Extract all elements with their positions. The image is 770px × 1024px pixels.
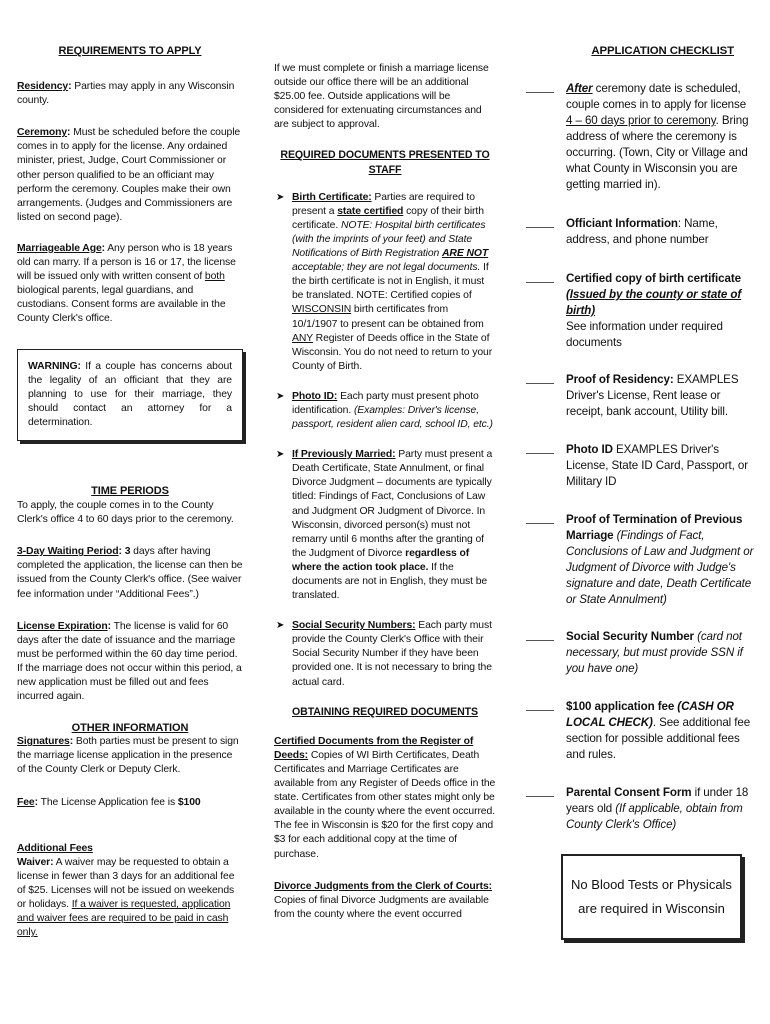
signatures-label: Signatures xyxy=(17,736,70,748)
birth-certificate-label: Birth Certificate: xyxy=(292,191,372,203)
outside-fee-text: If we must complete or finish a marriage license outside our office there will be an additional $25.00 fee. Outside applications will be considered for extenuating circumstances and are subject to approval. xyxy=(274,63,489,131)
residency-paragraph: Residency: Parties may apply in any Wisconsin county. xyxy=(17,81,235,107)
ceremony-paragraph: Ceremony: Must be scheduled before the couple comes in to apply for the license. Any ordained minister, priest, Judge, Court Commissioner or other person qualified to be an officiant may perform the ceremony. Couples make their own arrangements. (Judges and Commissioners are listed on second page). xyxy=(17,127,241,223)
checkbox-line[interactable] xyxy=(526,512,554,524)
ssn-label: Social Security Numbers: xyxy=(292,620,416,632)
waiting-period-paragraph: 3-Day Waiting Period: 3 days after having completed the application, the license can then be issued from the County Clerk's office. (See waiver fee information under “Additional Fees”.) xyxy=(17,546,243,600)
arrow-bullet-icon: ➤ xyxy=(276,390,285,402)
age-text-2: biological parents, legal guardians, and custodians. Consent forms are available in the County Clerk's office. xyxy=(17,285,226,325)
warning-text: WARNING: If a couple has concerns about the legality of an officiant that they are planning to use for their marriage, they should contact an attorney for a determination. xyxy=(28,360,232,428)
checkbox-line[interactable] xyxy=(526,81,554,93)
obtaining-documents-heading: OBTAINING REQUIRED DOCUMENTS xyxy=(292,705,478,718)
previously-married-label: If Previously Married: xyxy=(292,449,396,461)
fee-amount: $100 xyxy=(177,796,201,808)
waiver-paragraph: Waiver: A waiver may be requested to obtain a license in fewer than 3 days for an additional fee of $25. Licenses will not be issued on weekends or holidays. If a waiver is requested, application and waiver fees are required to be paid in cash only. xyxy=(17,856,235,939)
expiration-label: License Expiration xyxy=(17,620,108,632)
photo-id-label: Photo ID: xyxy=(292,390,338,402)
requirements-heading: REQUIREMENTS TO APPLY xyxy=(58,45,202,57)
required-documents-heading: REQUIRED DOCUMENTS PRESENTED TO STAFF xyxy=(280,149,490,176)
waiting-period-label: 3-Day Waiting Period xyxy=(17,546,119,558)
checklist-item-ssn: Social Security Number (card not necessary, but must provide SSN if you have one) xyxy=(526,629,754,677)
checkbox-line[interactable] xyxy=(526,271,554,283)
right-column xyxy=(526,44,754,833)
age-paragraph: Marriageable Age: Any person who is 18 years old can marry. If a person is 16 or 17, the license will be issued only with written consent of both biological parents, legal guardians, and custodians. Consent forms are available in the County Clerk's office. xyxy=(17,242,236,325)
checklist-item-parental-consent: Parental Consent Form if under 18 years old (If applicable, obtain from County Clerk's Office) xyxy=(526,785,754,833)
ssn-item: ➤ Social Security Numbers: Each party must provide the County Clerk's Office with their Social Security Number if they have been provided one. It is not necessary to bring the actual card. xyxy=(276,620,492,688)
photo-id-item: ➤ Photo ID: Each party must present photo identification. (Examples: Driver's license, passport, resident alien card, school ID, etc.) xyxy=(276,390,493,431)
ceremony-label: Ceremony xyxy=(17,127,68,139)
checkbox-line[interactable] xyxy=(526,442,554,454)
register-of-deeds-paragraph: Certified Documents from the Register of Deeds: Copies of WI Birth Certificates, Death Certificates and Marriage Certificates are available from any Register of Deeds office in the state. Certificates from other states might only be available in the county where the event occurred. The fee in Wisconsin is $20 for the first copy and $3 for each additional copy at the time of purchase. xyxy=(274,735,496,860)
additional-fees-heading: Additional Fees xyxy=(17,842,93,854)
checklist-item-ceremony-date: After ceremony date is scheduled, couple comes in to apply for license 4 – 60 days prior to ceremony. Bring address of where the ceremony is occurring. (Town, City or Village and what County in Wisconsin you are getting married in). xyxy=(526,81,754,193)
residency-label: Residency xyxy=(17,81,69,93)
checkbox-line[interactable] xyxy=(526,699,554,711)
checklist-heading: APPLICATION CHECKLIST xyxy=(591,45,734,57)
checklist-item-termination: Proof of Termination of Previous Marriage (Findings of Fact, Conclusions of Law and Judgment or Judgment of Divorce with Judge's signature and date, Death Certificate or State Annulment) xyxy=(526,512,754,608)
time-periods-text: To apply, the couple comes in to the County Clerk's office 4 to 60 days prior to the ceremony. xyxy=(17,500,234,526)
waiver-label: Waiver: xyxy=(17,856,54,868)
checklist-item-officiant: Officiant Information: Name, address, and phone number xyxy=(526,216,754,248)
checklist-item-photo-id: Photo ID EXAMPLES Driver's License, State ID Card, Passport, or Military ID xyxy=(526,442,754,490)
warning-box xyxy=(17,349,243,441)
previously-married-item: ➤ If Previously Married: Party must present a Death Certificate, State Annulment, or final Divorce Judgment – documents are typically titled: Findings of Fact, Conclusions of Law and Judgment OR Judgment of Divorce. In Wisconsin, divorced person(s) must not remarry until 6 months after the granting of the Judgment of Divorce regardless of where the action took place. If the documents are not in English, they must be translated. xyxy=(276,449,493,602)
fee-label: Fee xyxy=(17,796,35,808)
divorce-judgments-label: Divorce Judgments from the Clerk of Courts: xyxy=(274,880,492,892)
checkbox-line[interactable] xyxy=(526,216,554,228)
arrow-bullet-icon: ➤ xyxy=(276,449,285,461)
checkbox-line[interactable] xyxy=(526,372,554,384)
checkbox-line[interactable] xyxy=(526,629,554,641)
birth-certificate-item: ➤ Birth Certificate: Parties are required to present a state certified copy of their birth certificate. NOTE: Hospital birth certificates (with the imprints of your feet) and State Notifications of Birth Registration ARE NOT acceptable; they are not legal documents. If the birth certificate is not in English, it must be translated. NOTE: Certified copies of WISCONSIN birth certificates from 10/1/1907 to present can be obtained from ANY Register of Deeds office in the State of Wisconsin. You do not need to return to your County of Birth. xyxy=(276,191,493,372)
checklist-item-fee: $100 application fee (CASH OR LOCAL CHECK). See additional fee section for possible additional fees and rules. xyxy=(526,699,754,763)
fee-paragraph: Fee: The License Application fee is $100 xyxy=(17,796,201,808)
age-label: Marriageable Age xyxy=(17,242,102,254)
middle-column xyxy=(274,62,496,922)
residency-text: Parties may apply in any Wisconsin county. xyxy=(17,81,235,107)
left-column xyxy=(17,44,243,940)
other-info-heading: OTHER INFORMATION xyxy=(71,722,189,735)
warning-label: WARNING: xyxy=(28,360,81,372)
divorce-judgments-paragraph: Divorce Judgments from the Clerk of Courts: Copies of final Divorce Judgments are available from the county where the event occurred xyxy=(274,880,492,920)
waiver-cash-note: If a waiver is requested, application and waiver fees are required to be paid in cash only. xyxy=(17,899,231,939)
time-periods-heading: TIME PERIODS xyxy=(91,484,169,497)
signatures-paragraph: Signatures: Both parties must be present to sign the marriage license application in the presence of the County Clerk or Deputy Clerk. xyxy=(17,736,239,776)
arrow-bullet-icon: ➤ xyxy=(276,191,285,203)
checkbox-line[interactable] xyxy=(526,785,554,797)
ceremony-text: Must be scheduled before the couple comes in to apply for the license. Any ordained minister, priest, Judge, Court Commissioner or other person qualified to be an officiant may perform the ceremony. Couples make their own arrangements. (Judges and Commissioners are listed on second page). xyxy=(17,127,241,223)
checklist-item-residency: Proof of Residency: EXAMPLES Driver's License, Rent lease or receipt, bank account, Utility bill. xyxy=(526,372,754,420)
arrow-bullet-icon: ➤ xyxy=(276,620,285,632)
age-both: both xyxy=(204,271,225,283)
register-of-deeds-label: Certified Documents from the Register of Deeds: xyxy=(274,735,474,761)
expiration-paragraph: License Expiration: The license is valid for 60 days after the date of issuance and the marriage must be performed within the 60 day time period. If the marriage does not occur within this period, a new application must be filled out and fees incurred again. xyxy=(17,620,242,703)
age-text-1: Any person who is 18 years old can marry. If a person is 16 or 17, the license will be issued only with written consent of xyxy=(17,242,236,283)
no-blood-tests-note: No Blood Tests or Physicals are required in Wisconsin xyxy=(561,854,742,940)
checklist-item-birth-certificate: Certified copy of birth certificate (Issued by the county or state of birth) See information under required documents xyxy=(526,271,754,351)
